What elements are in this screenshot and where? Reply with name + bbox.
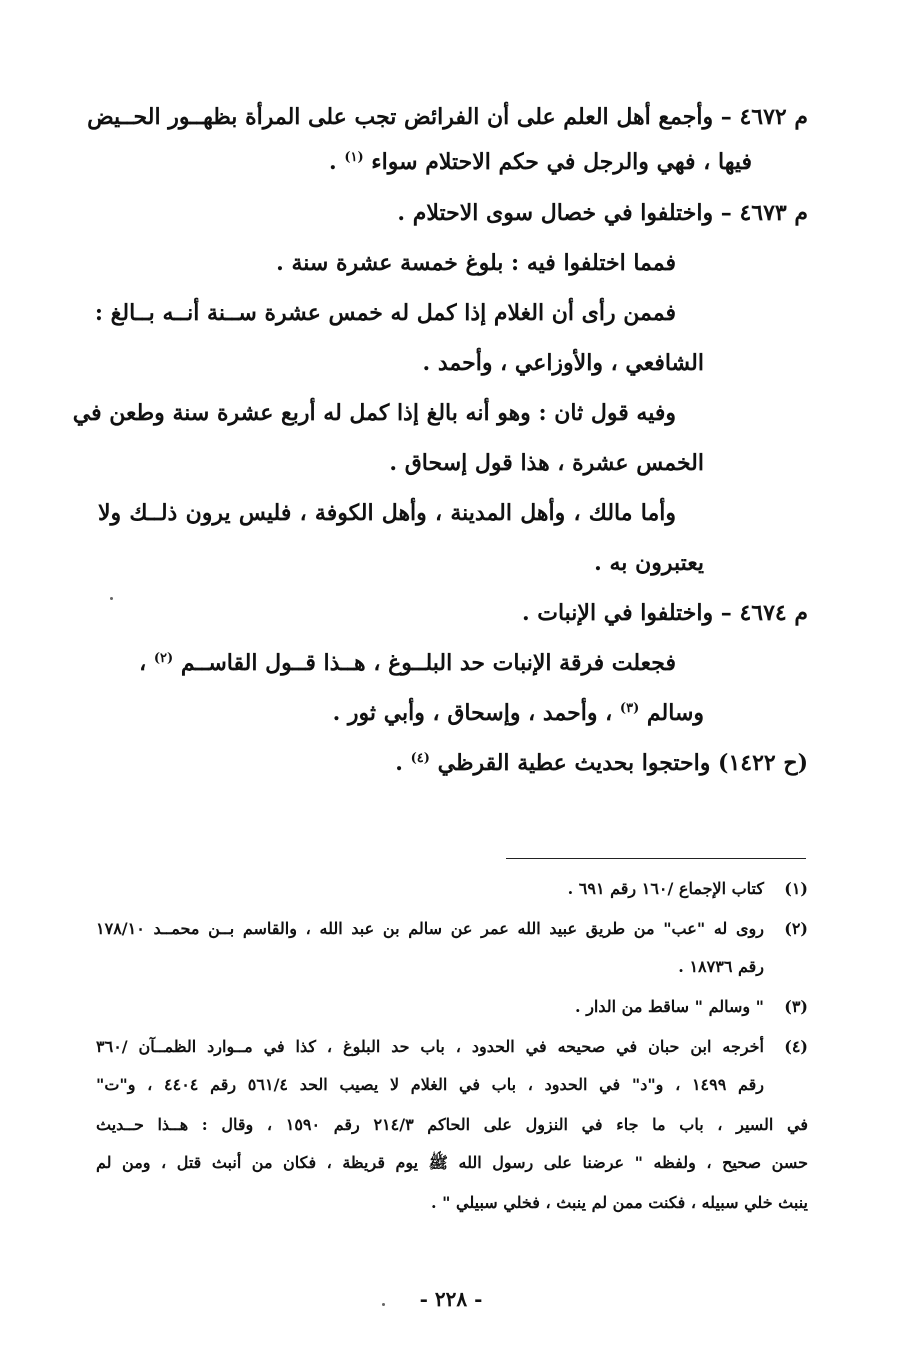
text-span: ، وأحمد ، وإسحاق ، وأبي ثور .	[332, 700, 613, 726]
footnote-line	[96, 1034, 808, 1060]
text-line: فممن رأى أن الغلام إذا كمل له خمس عشرة ســنة أنــه بــالغ :	[94, 300, 676, 326]
text-line: وفيه قول ثان : وهو أنه بالغ إذا كمل له أربع عشرة سنة وطعن في	[72, 400, 676, 426]
text-span: .	[328, 149, 337, 175]
footnote-text: كتاب الإجماع /١٦٠ رقم ٦٩١ .	[567, 879, 764, 898]
scan-speck	[110, 597, 113, 600]
text-line	[329, 145, 752, 179]
text-line: م ٤٦٧٤ – واختلفوا في الإنبات .	[521, 600, 808, 626]
footnote-ref: (٤)	[410, 751, 430, 766]
footnote-line: في السير ، باب ما جاء في النزول على الحاكم ٢١٤/٣ رقم ١٥٩٠ ، وقال : هــذا حــديث	[96, 1115, 809, 1134]
footnote-line	[96, 916, 808, 942]
text-line: الشافعي ، والأوزاعي ، وأحمد .	[422, 350, 704, 376]
text-span: فجعلت فرقة الإنبات حد البلــوغ ، هــذا قــول القاســم	[180, 650, 676, 676]
text-span: .	[395, 750, 403, 776]
footnote-number: (٣)	[784, 997, 808, 1016]
text-line	[395, 746, 808, 780]
text-span: فيها ، فهي والرجل في حكم الاحتلام سواء	[371, 149, 752, 175]
text-line: يعتبرون به .	[594, 550, 704, 576]
text-span: (ح ١٤٢٢) واحتجوا بحديث عطية القرظي	[437, 750, 808, 776]
text-line: فمما اختلفوا فيه : بلوغ خمسة عشرة سنة .	[276, 250, 676, 276]
footnote-number: (٢)	[784, 919, 808, 938]
text-span: ،	[139, 650, 147, 676]
footnote-line: حسن صحيح ، ولفظه " عرضنا على رسول الله ﷺ يوم قريظة ، فكان من أنبث قتل ، ومن لم	[96, 1153, 808, 1172]
footnote-line	[568, 876, 808, 902]
scan-speck	[382, 1303, 385, 1306]
footnote-number: (٤)	[784, 1037, 808, 1056]
text-line: م ٤٦٧٢ – وأجمع أهل العلم على أن الفرائض تجب على المرأة بظهــور الحــيض	[87, 104, 808, 130]
text-span: وسالم	[646, 700, 704, 726]
text-line	[139, 646, 676, 680]
footnote-ref: (٣)	[619, 701, 640, 716]
footnote-line	[575, 994, 808, 1020]
text-line: وأما مالك ، وأهل المدينة ، وأهل الكوفة ، فليس يرون ذلــك ولا	[98, 500, 676, 526]
text-line	[333, 696, 704, 730]
footnote-line: رقم ١٨٧٣٦ .	[678, 957, 764, 976]
text-line: م ٤٦٧٣ – واختلفوا في خصال سوى الاحتلام .	[397, 200, 808, 226]
footnote-text: أخرجه ابن حبان في صحيحه في الحدود ، باب حد البلوغ ، كذا في مــوارد الظمــآن /٣٦٠	[96, 1037, 764, 1056]
page-number: - ٢٢٨ -	[419, 1287, 483, 1311]
footnote-ref: (٢)	[153, 651, 174, 666]
footnote-text: روى له "عب" من طريق عبيد الله عمر عن سالم بن عبد الله ، والقاسم بــن محمــد ١٧٨/١٠	[96, 919, 764, 938]
footnote-number: (١)	[784, 879, 808, 898]
text-line: الخمس عشرة ، هذا قول إسحاق .	[389, 450, 704, 476]
footnote-text: " وسالم " ساقط من الدار .	[575, 997, 764, 1016]
footnote-line: ينبث خلي سبيله ، فكنت ممن لم ينبث ، فخلي سبيلي " .	[430, 1193, 808, 1212]
footnote-ref: (١)	[344, 150, 364, 165]
footnote-separator	[506, 858, 806, 859]
footnote-line: رقم ١٤٩٩ ، و"د" في الحدود ، باب في الغلام لا يصيب الحد ٥٦١/٤ رقم ٤٤٠٤ ، و"ت"	[96, 1075, 765, 1094]
